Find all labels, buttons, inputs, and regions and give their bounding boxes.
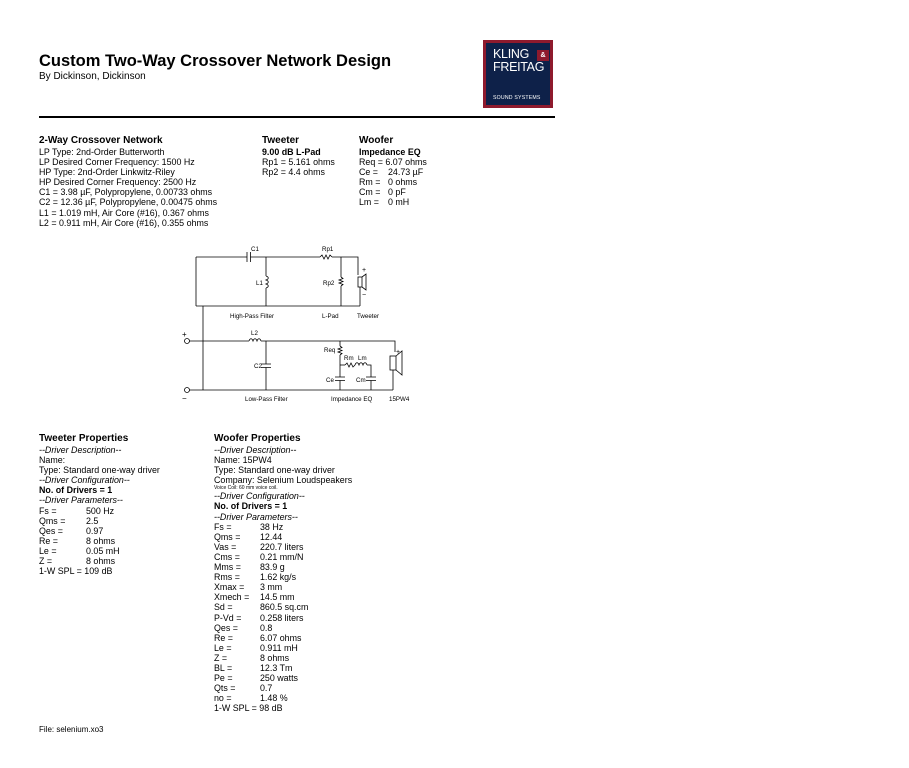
param-key: Cms = [214,551,240,562]
param-row [39,516,160,526]
param-row [39,556,160,566]
crossover-summary [39,135,217,228]
param-key: Fs = [39,505,57,516]
rm-label: Rm [344,355,354,362]
tweeter-line: Rp2 = 4.4 ohms [262,167,325,178]
param-row [214,633,352,643]
rp1-symbol [320,255,332,259]
driver-company: Company: Selenium Loudspeakers [214,475,353,486]
eq-value: 0 mH [388,197,410,208]
param-row [214,602,352,612]
crossover-line: HP Desired Corner Frequency: 2500 Hz [39,177,197,188]
lm-symbol [355,363,367,365]
param-key: Le = [214,642,232,653]
driver-parameters-label: --Driver Parameters-- [39,495,123,506]
tweeter-label: Tweeter [357,313,380,320]
woofer-eq-row [359,197,427,207]
page-title: Custom Two-Way Crossover Network Design [39,52,392,70]
woofer-plus-sign: + [396,349,401,356]
param-row [214,532,352,542]
eq-key: Ce = [359,167,378,178]
crossover-heading: 2-Way Crossover Network [39,135,163,146]
param-row [39,536,160,546]
driver-configuration-label: --Driver Configuration-- [39,475,130,486]
param-key: Z = [214,652,228,663]
crossover-line: C1 = 3.98 µF, Polypropylene, 0.00733 ohms [39,187,213,198]
wire [367,365,371,377]
ce-label: Ce [326,377,334,384]
high-pass-label: High-Pass Filter [230,313,275,320]
eq-value: 0 ohms [388,177,418,188]
header-divider [39,116,555,118]
param-value: 14.5 mm [260,592,295,603]
tweeter-heading: Tweeter [262,135,300,146]
driver-count: No. of Drivers = 1 [214,501,288,512]
param-key: Qes = [214,622,238,633]
param-key: Fs = [214,521,232,532]
c1-label: C1 [251,246,259,253]
woofer-eq-row [359,187,427,197]
param-row [214,542,352,552]
impedance-eq-label: Impedance EQ [331,396,373,403]
l2-symbol [249,339,261,341]
driver-name: Name: 15PW4 [214,455,272,466]
param-row [214,582,352,592]
input-terminal-minus [185,388,190,393]
tweeter-cone [362,274,366,290]
c2-symbol [261,364,271,368]
woofer-summary [359,135,427,208]
param-key: Qes = [39,525,63,536]
crossover-line: L1 = 1.019 mH, Air Core (#16), 0.367 ohms [39,207,209,218]
rp1-label: Rp1 [322,246,334,253]
eq-value: 24.73 µF [388,167,424,178]
param-key: Pe = [214,673,233,684]
low-pass-label: Low-Pass Filter [245,396,288,403]
c2-label: C2 [254,363,262,370]
param-key: Sd = [214,602,233,613]
ce-symbol [335,377,345,381]
eq-key: Rm = [359,177,381,188]
driver-type: Type: Standard one-way driver [39,465,160,476]
cm-label: Cm [356,377,366,384]
woofer-properties-heading: Woofer Properties [214,433,301,444]
eq-value: 6.07 ohms [385,157,427,168]
param-value: 8 ohms [86,556,116,567]
param-value: 3 mm [260,582,283,593]
param-row [214,572,352,582]
file-name: File: selenium.xo3 [39,725,104,734]
param-row [214,592,352,602]
param-value: 0.911 mH [260,642,298,653]
eq-key: Lm = [359,197,379,208]
byline: By Dickinson, Dickinson [39,71,146,82]
woofer-speaker [390,356,396,370]
logo-ampersand: & [537,50,549,61]
param-value: 6.07 ohms [260,632,302,643]
param-value: 0.21 mm/N [260,551,304,562]
crossover-schematic [170,240,430,410]
tweeter-line: Rp1 = 5.161 ohms [262,157,335,168]
logo-line1: KLING [493,47,530,61]
input-minus-sign: − [182,394,187,403]
param-value: 0.97 [86,525,104,536]
cm-symbol [366,377,376,381]
driver-type: Type: Standard one-way driver [214,465,335,476]
param-row [214,643,352,653]
param-key: Qts = [214,683,236,694]
param-value: 500 Hz [86,505,115,516]
param-key: Rms = [214,572,240,583]
input-plus-sign: + [182,330,187,339]
l2-label: L2 [251,330,258,337]
param-row [39,546,160,556]
param-row [214,613,352,623]
param-value: 0.258 liters [260,612,304,623]
crossover-line: LP Desired Corner Frequency: 1500 Hz [39,157,195,168]
param-key: Qms = [214,531,241,542]
lm-label: Lm [358,355,367,362]
l1-label: L1 [256,280,263,287]
param-key: Xmech = [214,592,250,603]
woofer-model-label: 15PW4 [389,396,410,403]
impedance-eq-subheading: Impedance EQ [359,147,421,157]
tweeter-plus-sign: + [362,267,367,274]
tweeter-minus-sign: − [362,292,367,299]
param-row [214,522,352,532]
eq-key: Req = [359,157,383,168]
param-value: 220.7 liters [260,541,304,552]
param-row [214,673,352,683]
param-row [214,663,352,673]
wire [332,257,358,275]
logo-subtitle: SOUND SYSTEMS [493,95,541,101]
param-row [39,526,160,536]
param-value: 8 ohms [260,652,290,663]
driver-note: Voice Coil: 60 mm voice coil. [214,485,278,492]
param-key: Xmax = [214,582,245,593]
param-row [214,623,352,633]
driver-name: Name: [39,455,66,466]
param-row [214,693,352,703]
param-value: 12.44 [260,531,283,542]
param-value: 0.8 [260,622,273,633]
param-row [214,683,352,693]
spl-line: 1-W SPL = 109 dB [39,566,113,577]
driver-configuration-label: --Driver Configuration-- [214,491,305,502]
param-key: BL = [214,662,233,673]
driver-description-label: --Driver Description-- [214,445,297,455]
woofer-eq-row [359,167,427,177]
param-key: Mms = [214,562,241,573]
param-key: Le = [39,545,57,556]
spl-line: 1-W SPL = 98 dB [214,703,283,714]
crossover-line: LP Type: 2nd-Order Butterworth [39,147,165,157]
param-value: 1.48 % [260,693,288,704]
tweeter-summary [262,135,335,177]
tweeter-speaker [358,277,362,287]
param-value: 2.5 [86,515,99,526]
param-row [214,552,352,562]
param-value: 83.9 g [260,562,285,573]
crossover-line: L2 = 0.911 mH, Air Core (#16), 0.355 ohms [39,217,209,228]
lpad-subheading: 9.00 dB L-Pad [262,147,321,157]
c1-symbol [247,252,251,262]
req-symbol [338,346,342,355]
param-row [214,653,352,663]
input-terminal-plus [185,339,190,344]
param-key: Z = [39,556,53,567]
param-key: Re = [39,535,58,546]
tweeter-properties [39,433,160,576]
param-value: 1.62 kg/s [260,572,297,583]
kling-freitag-logo [483,40,553,108]
l1-symbol [266,276,268,288]
param-key: P-Vd = [214,612,242,623]
param-key: Vas = [214,541,237,552]
tweeter-properties-heading: Tweeter Properties [39,433,129,444]
param-key: Qms = [39,515,66,526]
param-key: no = [214,693,232,704]
woofer-properties [214,433,352,713]
driver-parameters-label: --Driver Parameters-- [214,511,298,522]
param-value: 38 Hz [260,521,284,532]
param-value: 0.05 mH [86,545,120,556]
rm-symbol [345,363,355,367]
rp2-symbol [339,277,343,286]
param-value: 250 watts [260,673,298,684]
eq-value: 0 pF [388,187,406,198]
driver-description-label: --Driver Description-- [39,445,122,455]
param-value: 860.5 sq.cm [260,602,309,613]
woofer-eq-row [359,157,427,167]
logo-line2: FREITAG [493,60,545,74]
rp2-label: Rp2 [323,280,335,287]
param-row [39,506,160,516]
param-value: 0.7 [260,683,273,694]
crossover-line: HP Type: 2nd-Order Linkwitz-Riley [39,167,175,178]
crossover-line: C2 = 12.36 µF, Polypropylene, 0.00475 ohms [39,197,218,208]
req-label: Req [324,347,336,354]
param-value: 12.3 Tm [260,662,293,673]
param-row [214,562,352,572]
woofer-eq-row [359,177,427,187]
eq-key: Cm = [359,187,381,198]
param-key: Re = [214,632,233,643]
woofer-heading: Woofer [359,135,394,146]
driver-count: No. of Drivers = 1 [39,485,113,496]
lpad-label: L-Pad [322,313,339,320]
param-value: 8 ohms [86,535,116,546]
